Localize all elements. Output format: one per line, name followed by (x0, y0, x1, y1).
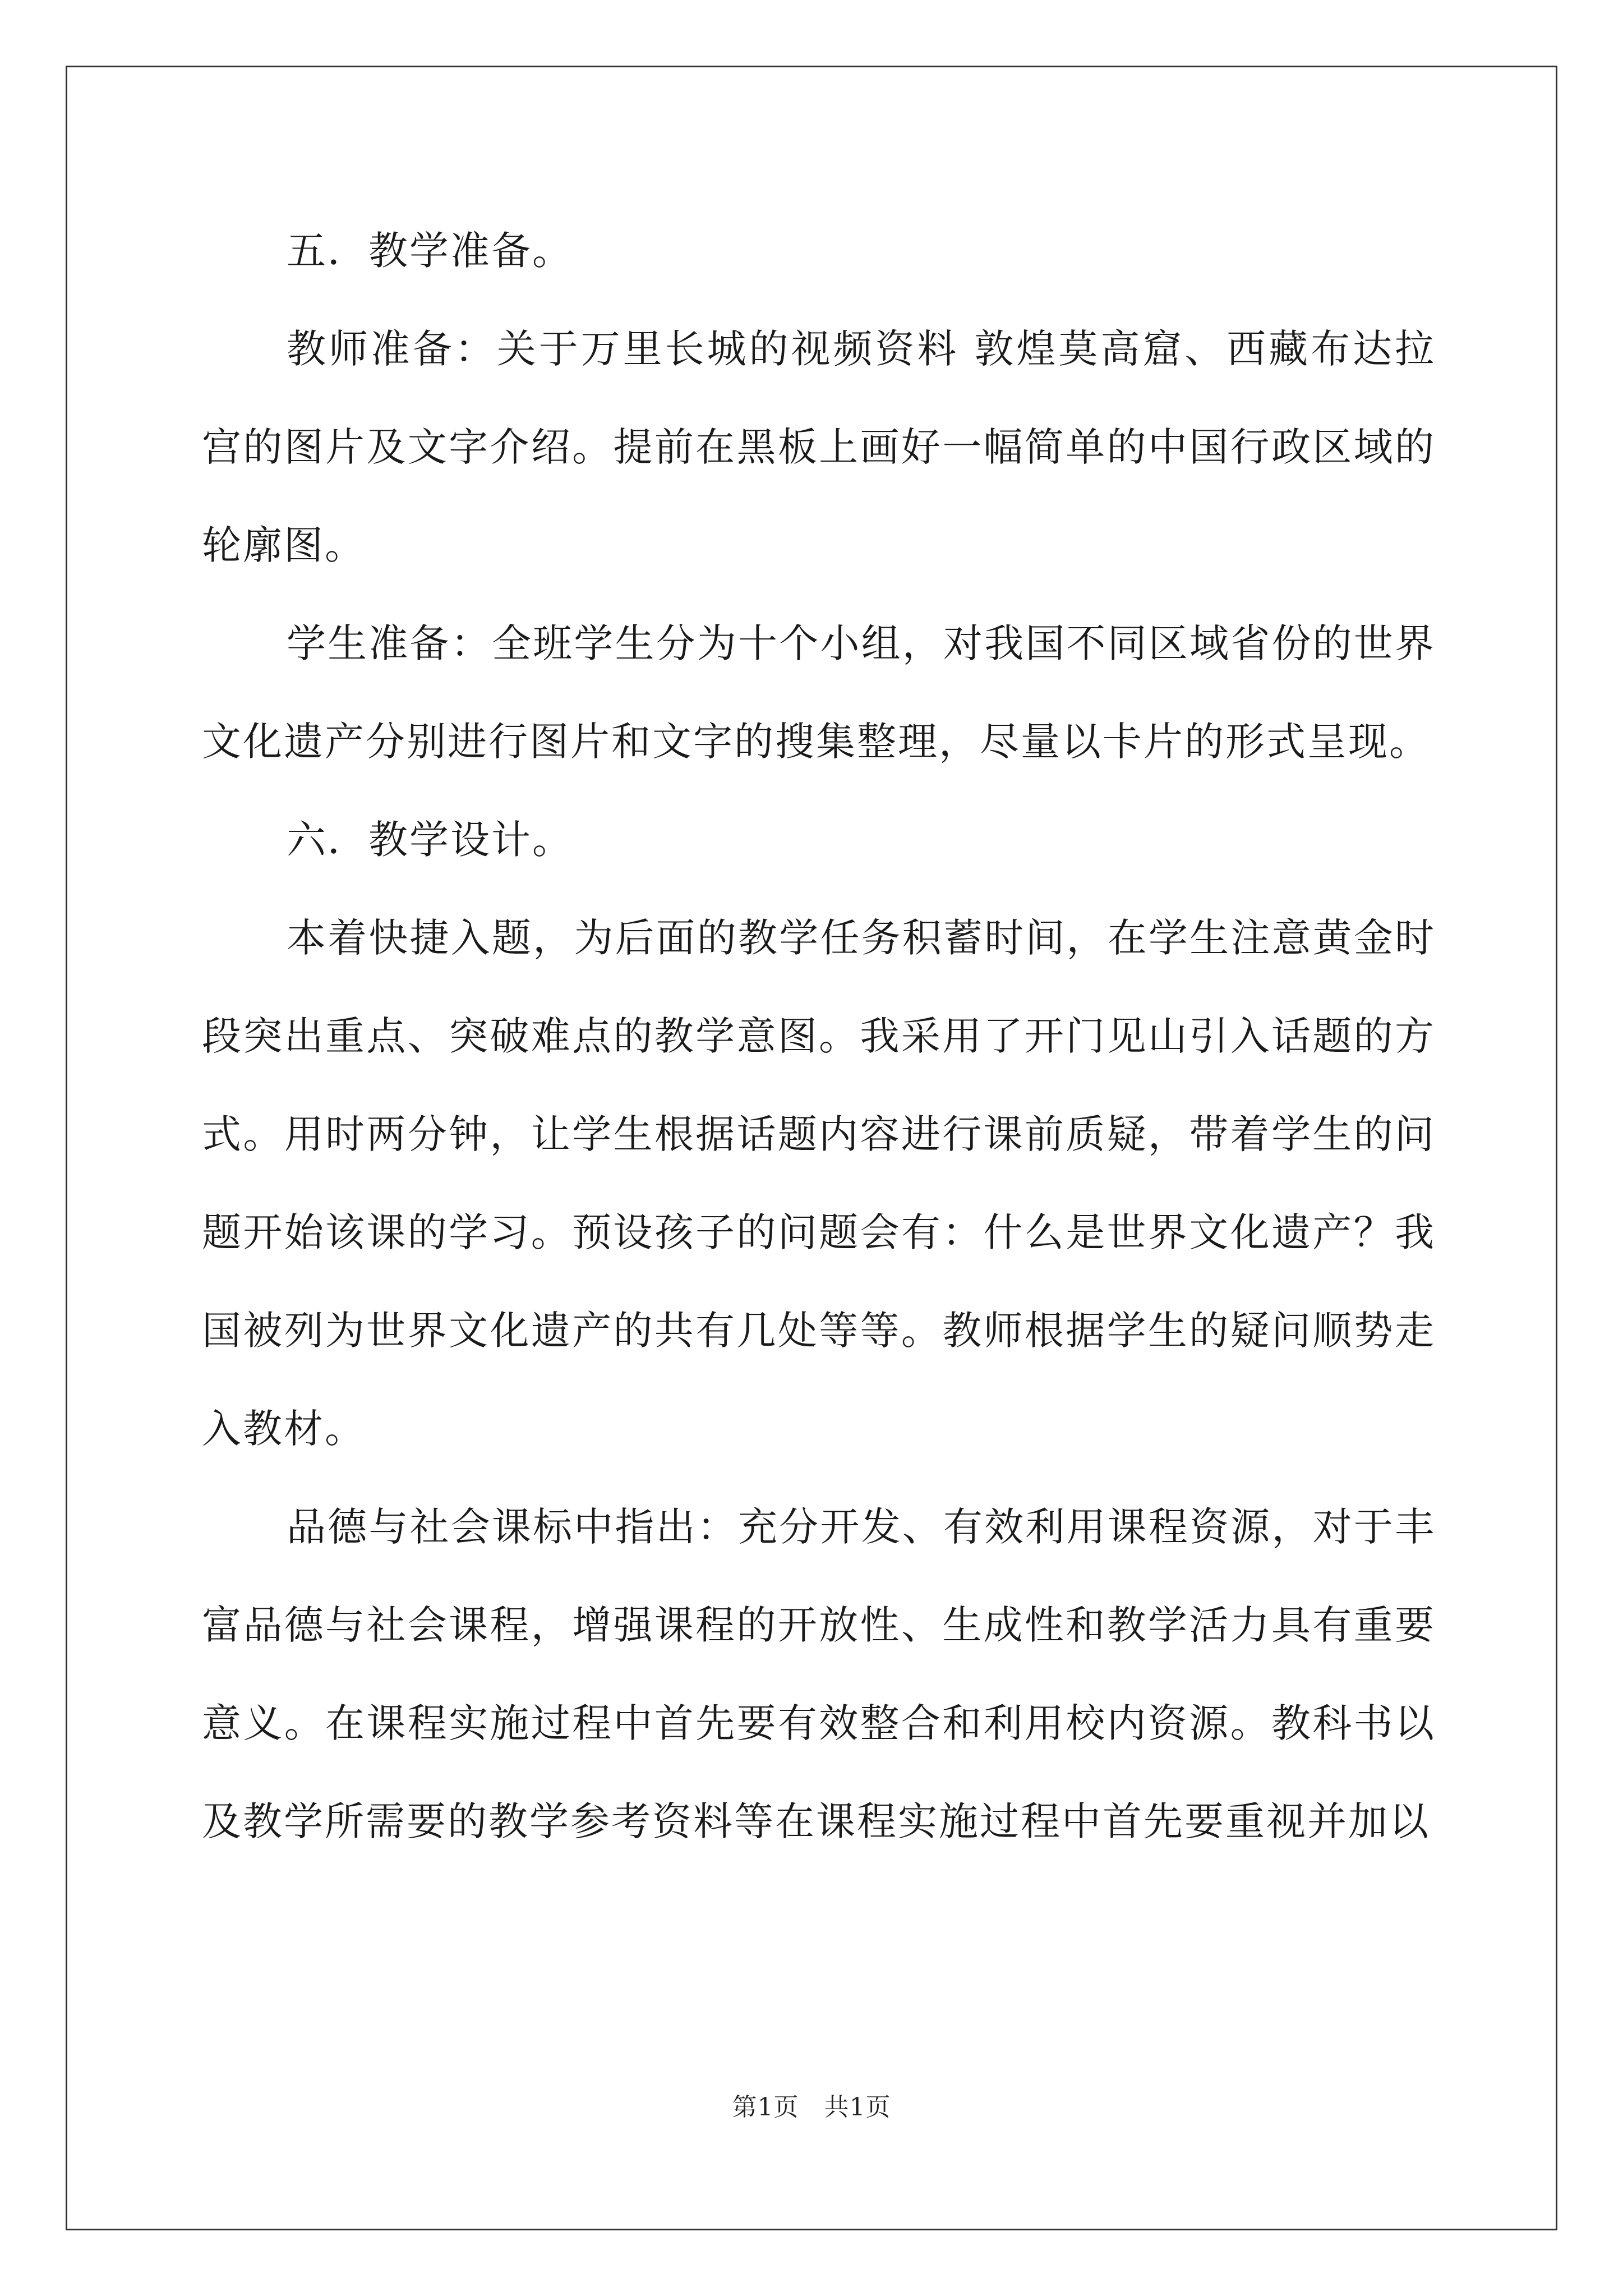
paragraph-teaching-design: 本着快捷入题，为后面的教学任务积蓄时间，在学生注意黄金时段突出重点、突破难点的教学意图。我采用了开门见山引入话题的方式。用时两分钟，让学生根据话题内容进行课前质疑，带着学生的问题开始该课的学习。预设孩子的问题会有：什么是世界文化遗产？我国被列为世界文化遗产的共有几处等等。教师根据学生的疑问顺势走入教材。 (202, 915, 1436, 1452)
document-body (202, 202, 1436, 1871)
paragraph-section-five-heading: 五．教学准备。 (287, 228, 573, 274)
paragraph-teacher-preparation: 教师准备：关于万里长城的视频资料 敦煌莫高窟、西藏布达拉宫的图片及文字介绍。提前在黑板上画好一幅简单的中国行政区域的轮廓图。 (202, 326, 1436, 568)
paragraph-student-preparation: 学生准备：全班学生分为十个小组，对我国不同区域省份的世界文化遗产分别进行图片和文字的搜集整理，尽量以卡片的形式呈现。 (202, 620, 1436, 765)
paragraph-curriculum-standard: 品德与社会课标中指出：充分开发、有效利用课程资源，对于丰富品德与社会课程，增强课程的开放性、生成性和教学活力具有重要意义。在课程实施过程中首先要有效整合和利用校内资源。教科书以及教学所需要的教学参考资料等在课程实施过程中首先要重视并加以 (202, 1504, 1436, 1844)
paragraph-section-six-heading: 六．教学设计。 (287, 817, 573, 863)
page-number-footer: 第1页 共1页 (732, 2093, 891, 2122)
